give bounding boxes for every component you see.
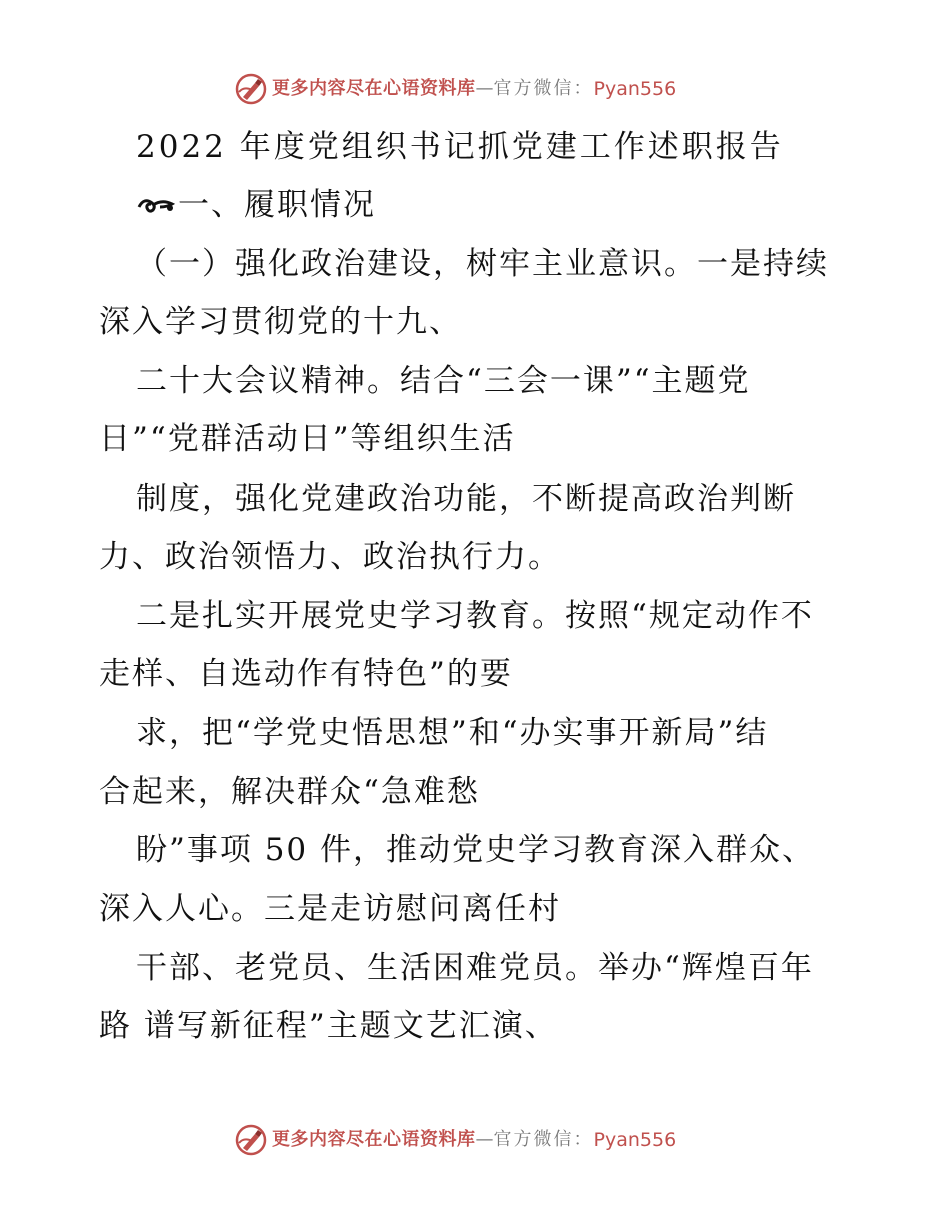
document-title: 2022 年度党组织书记抓党建工作述职报告 [136, 129, 784, 165]
paragraph-line: 深入学习贯彻党的十九、 [99, 304, 462, 340]
paragraph-line: 日”“党群活动日”等组织生活 [99, 421, 516, 457]
paragraph-line: （一）强化政治建设，树牢主业意识。一是持续 [136, 246, 829, 282]
paragraph-line: 盼”事项 50 件，推动党史学习教育深入群众、 [136, 832, 816, 868]
watermark-wechat-id: Pyan556 [593, 78, 677, 100]
ornament-bullet-icon [136, 193, 176, 217]
watermark-header [234, 72, 676, 106]
paragraph-line: 走样、自选动作有特色”的要 [99, 656, 513, 692]
paragraph-line: 深入人心。三是走访慰问离任村 [99, 891, 561, 927]
pen-logo-icon [234, 72, 268, 106]
section-heading-text: 一、履职情况 [178, 187, 376, 223]
watermark-text: 更多内容尽在心语资料库 [272, 78, 476, 99]
paragraph-line: 二十大会议精神。结合“三会一课”“主题党 [136, 363, 751, 399]
paragraph-line: 二是扎实开展党史学习教育。按照“规定动作不 [136, 598, 814, 634]
watermark-wechat-id: Pyan556 [593, 1129, 677, 1151]
watermark-label: 官方微信： [493, 78, 594, 99]
watermark-label: 官方微信： [493, 1129, 594, 1150]
paragraph-line: 求，把“学党史悟思想”和“办实事开新局”结 [136, 715, 769, 751]
watermark-text: 更多内容尽在心语资料库 [272, 1129, 476, 1150]
paragraph-line: 干部、老党员、生活困难党员。举办“辉煌百年 [136, 950, 814, 986]
section-heading [136, 185, 376, 225]
paragraph-line: 力、政治领悟力、政治执行力。 [99, 539, 561, 575]
watermark-footer [234, 1123, 676, 1157]
watermark-dash: — [475, 78, 494, 99]
paragraph-line: 合起来，解决群众“急难愁 [99, 774, 480, 810]
watermark-dash: — [475, 1129, 494, 1150]
pen-logo-icon [234, 1123, 268, 1157]
paragraph-line: 制度，强化党建政治功能，不断提高政治判断 [136, 481, 796, 517]
paragraph-line: 路 谱写新征程”主题文艺汇演、 [99, 1008, 558, 1044]
